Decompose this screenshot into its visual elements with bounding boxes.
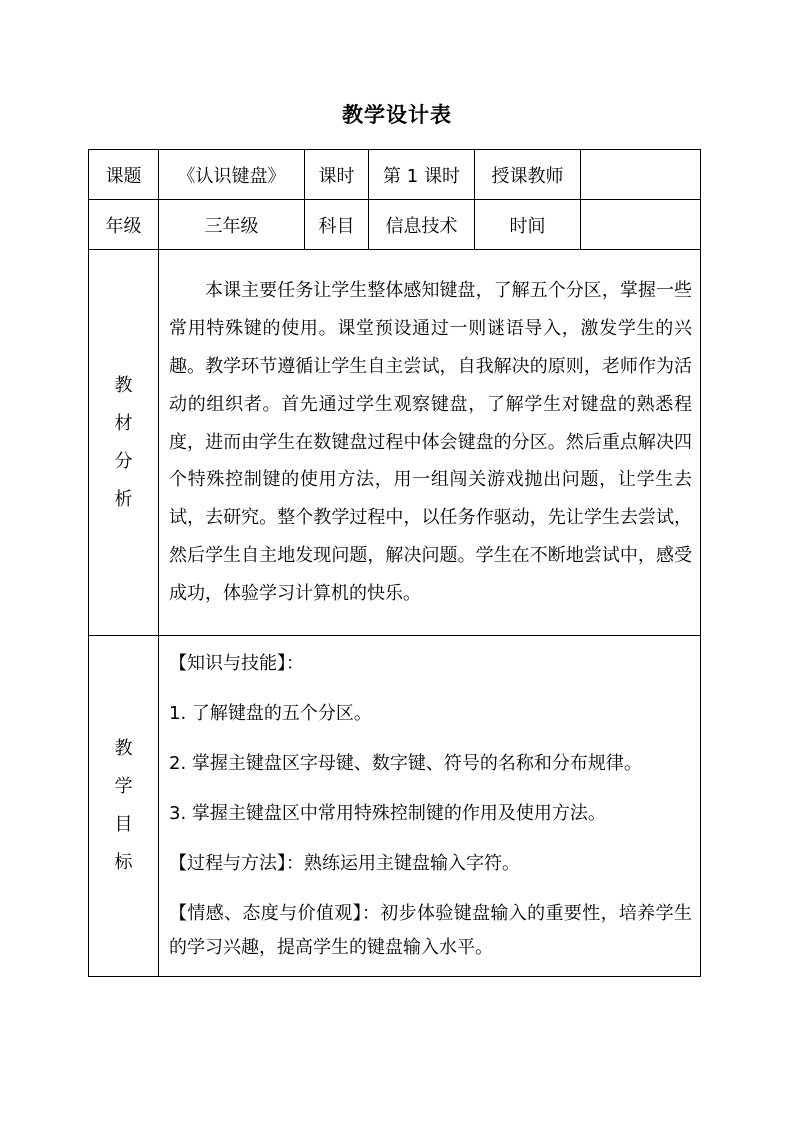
time-value: [581, 200, 701, 250]
topic-label: 课题: [89, 150, 159, 200]
analysis-label: [89, 250, 159, 636]
subject-value: 信息技术: [369, 200, 475, 250]
goal-item-1: 1. 了解键盘的五个分区。: [169, 703, 372, 724]
table-row-analysis: [89, 250, 701, 636]
grade-label: 年级: [89, 200, 159, 250]
analysis-label-line1: 教材: [114, 374, 147, 434]
goals-label-line1: 教学: [114, 738, 147, 797]
goals-label-line2: 目标: [114, 814, 147, 873]
attitude-values: 【情感、态度与价值观】：初步体验键盘输入的重要性，培养学生的学习兴趣，提高学生的键盘输入水平。: [169, 903, 692, 958]
topic-value: 《认识键盘》: [159, 150, 305, 200]
table-row-goals: [89, 636, 701, 977]
goal-item-3: 3. 掌握主键盘区中常用特殊控制键的作用及使用方法。: [169, 803, 606, 824]
goals-content: [159, 636, 701, 977]
table-row-grade: [89, 200, 701, 250]
subject-label: 科目: [305, 200, 369, 250]
grade-value: 三年级: [159, 200, 305, 250]
time-label: 时间: [475, 200, 581, 250]
analysis-text: 本课主要任务让学生整体感知键盘，了解五个分区，掌握一些常用特殊键的使用。课堂预设通过一则谜语导入，激发学生的兴趣。教学环节遵循让学生自主尝试，自我解决的原则，老师作为活动的组织者。首先通过学生观察键盘，了解学生对键盘的熟悉程度，进而由学生在数键盘过程中体会键盘的分区。然后重点解决四个特殊控制键的使用方法，用一组闯关游戏抛出问题，让学生去试，去研究。整个教学过程中，以任务作驱动，先让学生去尝试，然后学生自主地发现问题，解决问题。学生在不断地尝试中，感受成功，体验学习计算机的快乐。: [159, 250, 701, 636]
teacher-label: 授课教师: [475, 150, 581, 200]
goals-label: [89, 636, 159, 977]
page-title: 教学设计表: [342, 103, 452, 127]
analysis-label-line2: 分析: [114, 450, 147, 510]
period-value: 第 1 课时: [369, 150, 475, 200]
table-row-topic: [89, 150, 701, 200]
goal-item-2: 2. 掌握主键盘区字母键、数字键、符号的名称和分布规律。: [169, 753, 642, 774]
period-label: 课时: [305, 150, 369, 200]
lesson-design-table: [88, 149, 701, 977]
teacher-value: [581, 150, 701, 200]
knowledge-heading: 【知识与技能】：: [169, 653, 304, 674]
process-method: 【过程与方法】：熟练运用主键盘输入字符。: [169, 853, 520, 874]
